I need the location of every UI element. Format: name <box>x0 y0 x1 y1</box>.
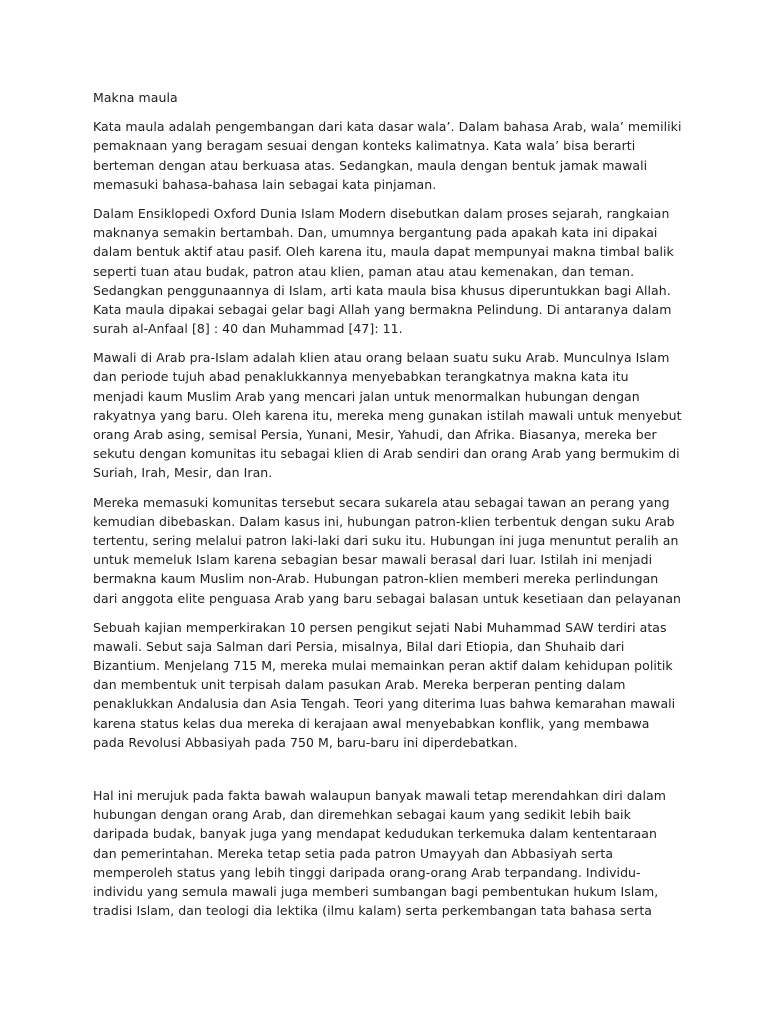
paragraph-1 <box>93 117 683 194</box>
text-line: karena status kelas dua mereka di kerajaan awal menyebabkan konflik, yang membawa <box>93 715 650 731</box>
text-line: rakyatnya yang baru. Oleh karena itu, mereka meng gunakan istilah mawali untuk menyebut <box>93 407 682 423</box>
text-line: Suriah, Irah, Mesir, dan Iran. <box>93 465 273 481</box>
document-page <box>93 88 683 930</box>
text-line: Mawali di Arab pra-Islam adalah klien atau orang belaan suatu suku Arab. Munculnya Islam <box>93 350 670 366</box>
paragraph-5 <box>93 618 683 752</box>
text-line: hubungan dengan orang Arab, dan diremehkan sebagai kaum yang sedikit lebih baik <box>93 807 631 823</box>
text-line: Hal ini merujuk pada fakta bawah walaupun banyak mawali tetap merendahkan diri dalam <box>93 788 666 803</box>
text-line: penaklukkan Andalusia dan Asia Tengah. Teori yang diterima luas bahwa kemarahan mawali <box>93 696 676 712</box>
text-line: memasuki bahasa-bahasa lain sebagai kata pinjaman. <box>93 176 437 192</box>
text-line: individu yang semula mawali juga memberi sumbangan bagi pembentukan hukum Islam, <box>93 883 659 899</box>
document-title-block <box>93 88 683 107</box>
text-line: dari anggota elite penguasa Arab yang baru sebagai balasan untuk kesetiaan dan pelayanan <box>93 590 681 606</box>
paragraph-4 <box>93 493 683 608</box>
text-line: mawali. Sebut saja Salman dari Persia, misalnya, Bilal dari Etiopia, dan Shuhaib dari <box>93 638 625 654</box>
text-line: surah al-Anfaal [8] : 40 dan Muhammad [47]: 11. <box>93 321 403 337</box>
text-line: dan pemerintahan. Mereka tetap setia pada patron Umayyah dan Abbasiyah serta <box>93 845 614 861</box>
text-line: dan periode tujuh abad penaklukkannya menyebabkan terangkatnya makna kata itu <box>93 369 629 385</box>
text-line: berteman dengan atau berkuasa atas. Sedangkan, maula dengan bentuk jamak mawali <box>93 157 648 173</box>
text-line: Bizantium. Menjelang 715 M, mereka mulai memainkan peran aktif dalam kehidupan politik <box>93 658 673 674</box>
text-line: Dalam Ensiklopedi Oxford Dunia Islam Modern disebutkan dalam proses sejarah, rangkaian <box>93 205 670 221</box>
text-line: kemudian dibebaskan. Dalam kasus ini, hubungan patron-klien terbentuk dengan suku Arab <box>93 513 675 529</box>
text-line: menjadi kaum Muslim Arab yang mencari jalan untuk menormalkan hubungan dengan <box>93 388 640 404</box>
text-line: dan membentuk unit terpisah dalam pasukan Arab. Mereka berperan penting dalam <box>93 677 626 693</box>
text-line: Kata maula adalah pengembangan dari kata dasar wala’. Dalam bahasa Arab, wala’ memiliki <box>93 119 682 135</box>
paragraph-6 <box>93 786 683 920</box>
text-line: bermakna kaum Muslim non-Arab. Hubungan patron-klien memberi mereka perlindungan <box>93 571 659 587</box>
text-line: memperoleh status yang lebih tinggi daripada orang-orang Arab terpandang. Individu- <box>93 864 641 880</box>
text-line: maknanya semakin bertambah. Dan, umumnya bergantung pada apakah kata ini dipakai <box>93 225 658 241</box>
text-line: pada Revolusi Abbasiyah pada 750 M, baru-baru ini diperdebatkan. <box>93 734 518 750</box>
text-line: untuk memeluk Islam karena sebagian besar mawali berasal dari luar. Istilah ini menjadi <box>93 552 653 568</box>
text-line: tertentu, sering melalui patron laki-laki dari suku itu. Hubungan ini juga menuntut peralih an <box>93 532 679 548</box>
text-line: daripada budak, banyak juga yang mendapat kedudukan terkemuka dalam kententaraan <box>93 826 657 842</box>
text-line: Mereka memasuki komunitas tersebut secara sukarela atau sebagai tawan an perang yang <box>93 494 670 510</box>
paragraph-3 <box>93 348 683 482</box>
text-line: sekutu dengan komunitas itu sebagai klien di Arab sendiri dan orang Arab yang bermukim di <box>93 446 680 462</box>
paragraph-2 <box>93 204 683 338</box>
text-line: tradisi Islam, dan teologi dia lektika (ilmu kalam) serta perkembangan tata bahasa serta <box>93 903 652 919</box>
text-line: orang Arab asing, semisal Persia, Yunani, Mesir, Yahudi, dan Afrika. Biasanya, mereka ber <box>93 427 657 442</box>
document-title: Makna maula <box>93 90 178 105</box>
text-line: Kata maula dipakai sebagai gelar bagi Allah yang bermakna Pelindung. Di antaranya dalam <box>93 301 672 317</box>
text-line: dalam bentuk aktif atau pasif. Oleh karena itu, maula dapat mempunyai makna timbal balik <box>93 244 674 260</box>
text-line: Sebuah kajian memperkirakan 10 persen pengikut sejati Nabi Muhammad SAW terdiri atas <box>93 619 667 635</box>
text-line: Sedangkan penggunaannya di Islam, arti kata maula bisa khusus diperuntukkan bagi Allah. <box>93 282 671 298</box>
text-line: pemaknaan yang beragam sesuai dengan konteks kalimatnya. Kata wala’ bisa berarti <box>93 138 636 154</box>
text-line: seperti tuan atau budak, patron atau klien, paman atau atau kemenakan, dan teman. <box>93 263 635 279</box>
